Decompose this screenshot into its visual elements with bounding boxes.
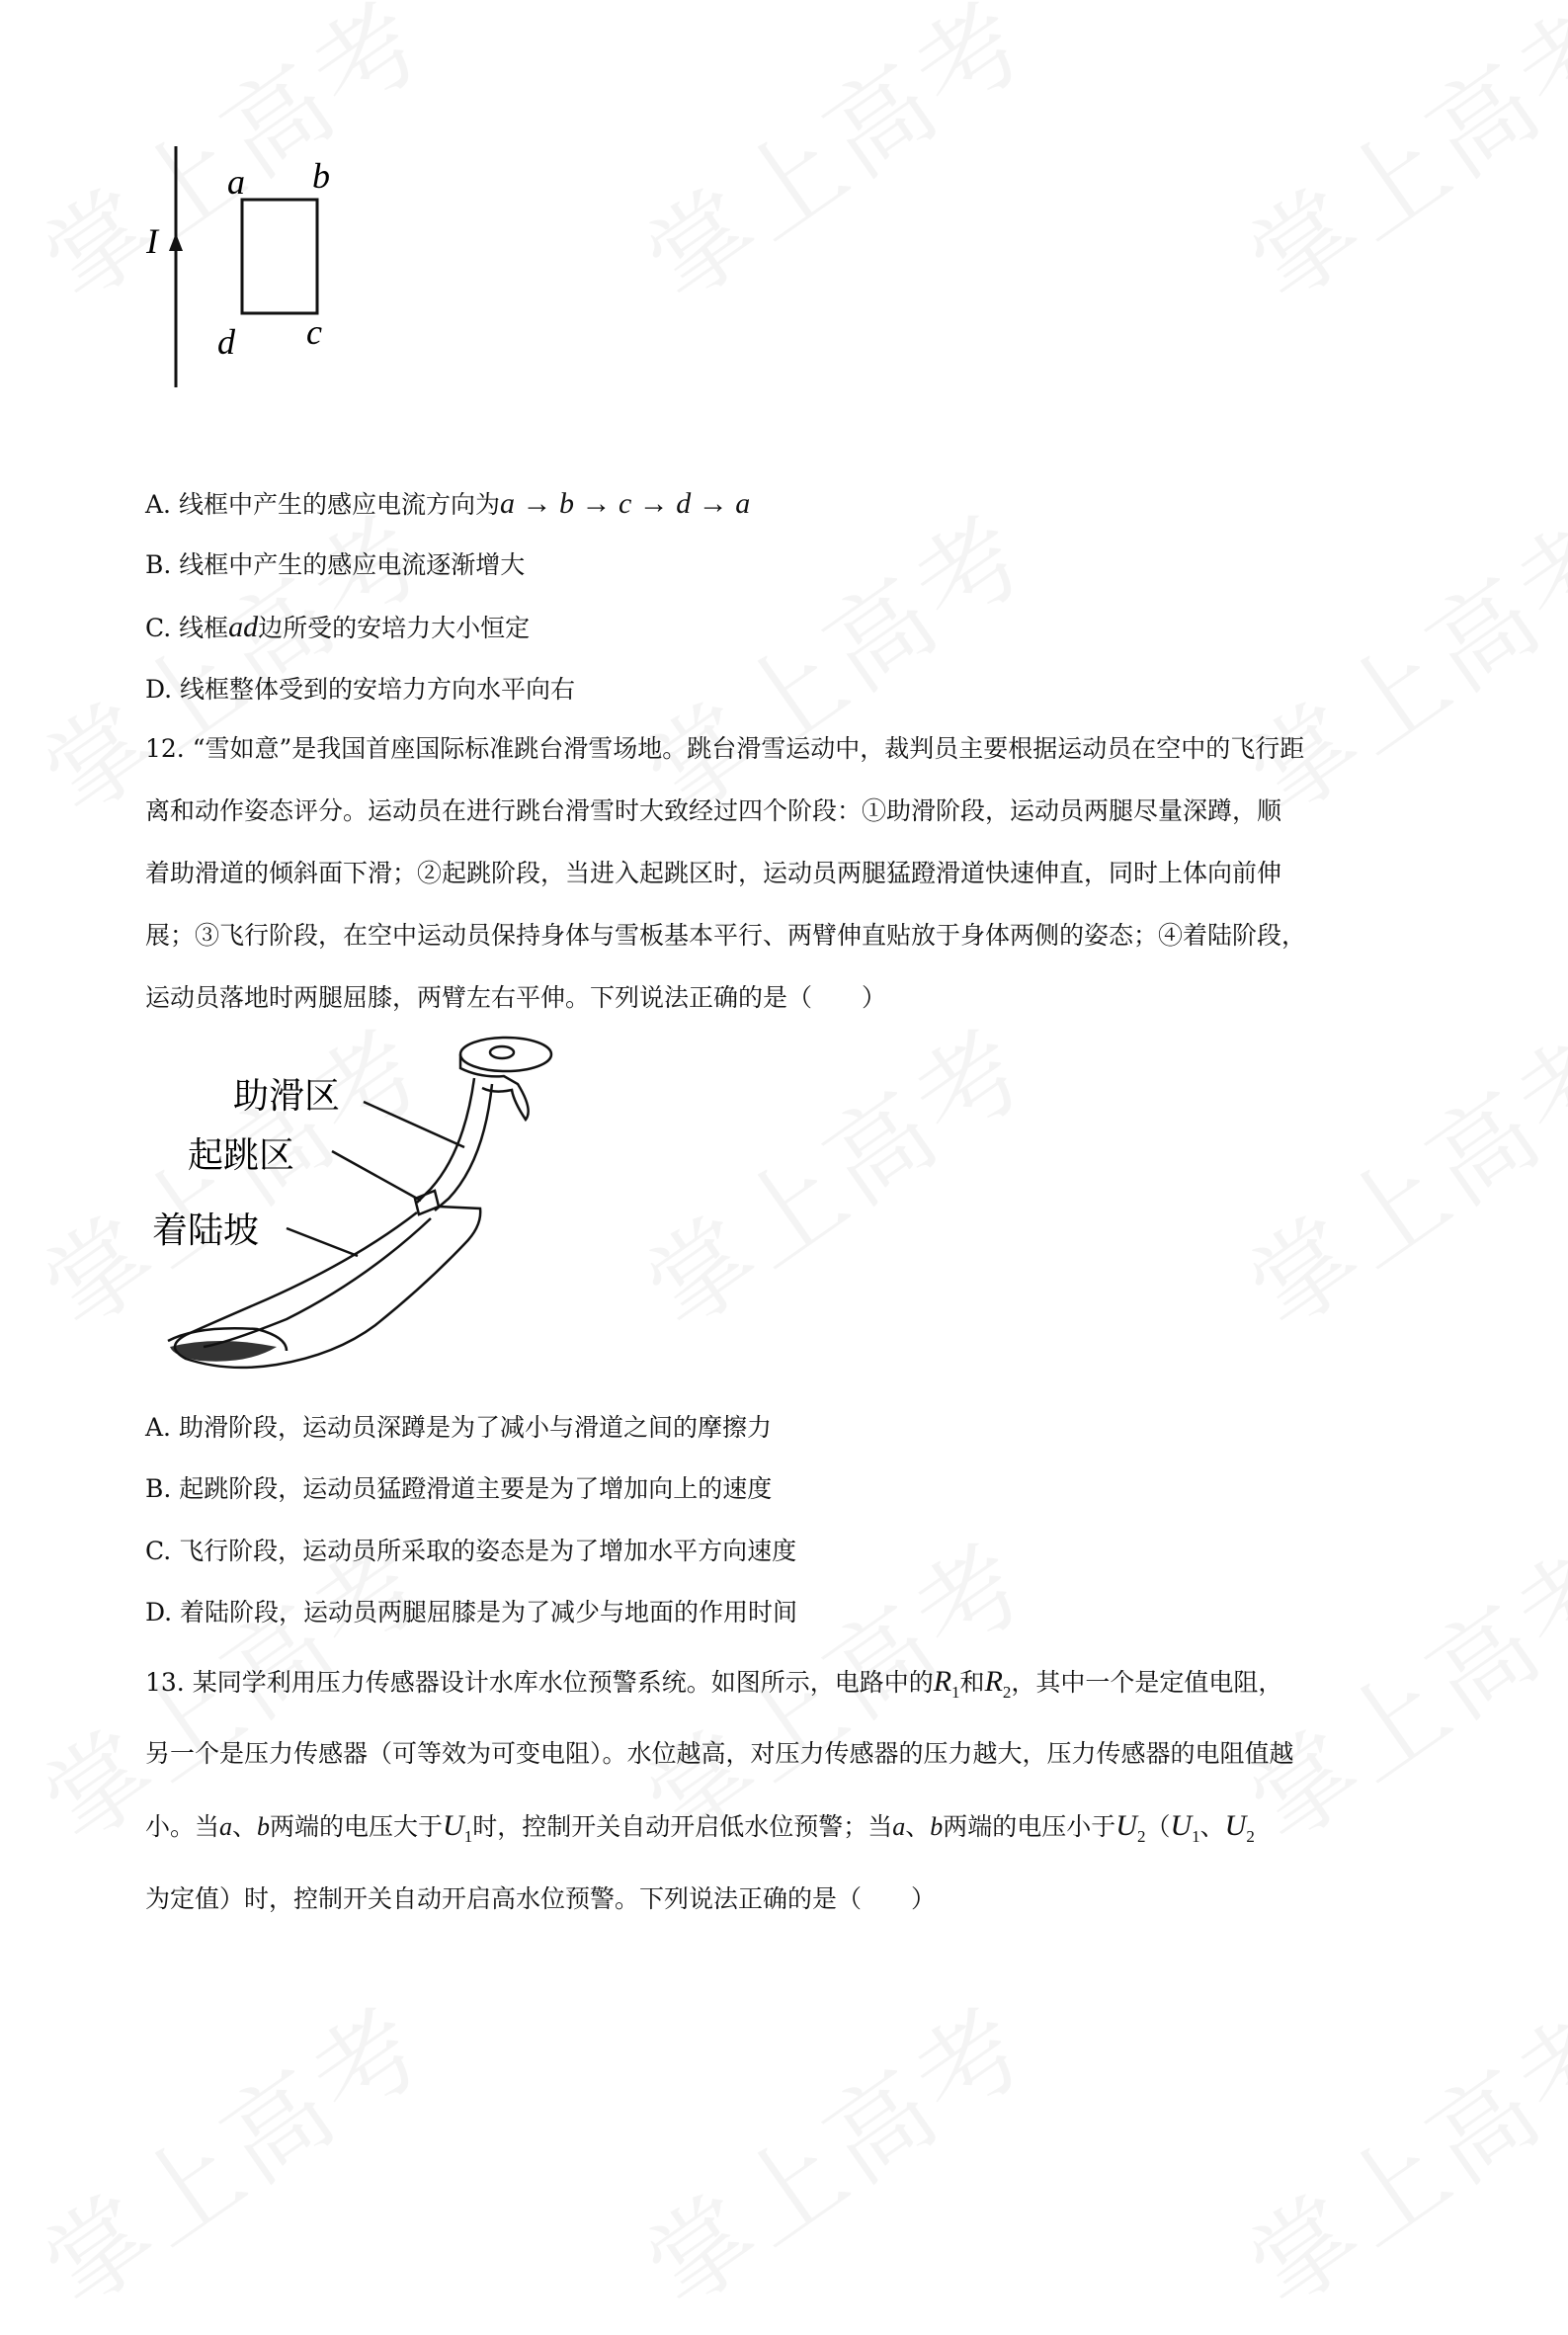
u1-symbol: [443, 1809, 473, 1846]
u2-symbol: [1224, 1809, 1255, 1846]
q11-option-a-math: a → b → c → d → a: [499, 487, 751, 520]
u-letter: U: [1224, 1809, 1247, 1842]
q13-text: 两端的电压大于: [270, 1812, 444, 1841]
watermark: [613, 986, 1053, 1357]
u-letter: U: [1115, 1809, 1137, 1842]
corner-d-label: d: [217, 322, 235, 362]
platform-hole: [490, 1046, 514, 1058]
q11-option-a-text: A. 线框中产生的感应电流方向为: [145, 490, 500, 519]
terminal-a: a: [219, 1812, 233, 1841]
r2-subscript: 2: [1002, 1683, 1012, 1702]
q11-option-c-text: C. 线框: [145, 614, 229, 642]
u2-symbol: [1115, 1809, 1146, 1846]
landing-leader: [287, 1228, 358, 1256]
watermark: [613, 1964, 1053, 2335]
wire-loop-figure: [138, 138, 356, 395]
current-label: I: [146, 221, 158, 261]
q11-option-c-suffix: 边所受的安培力大小恒定: [258, 614, 531, 642]
q13-text: （: [1145, 1812, 1171, 1841]
q12-line: 展；③飞行阶段，在空中运动员保持身体与雪板基本平行、两臂伸直贴放于身体两侧的姿态；④着陆阶段，: [145, 921, 1307, 950]
q12-stem: [145, 717, 1436, 1029]
q11-option-c-math: ad: [228, 611, 259, 643]
r1-symbol: [933, 1665, 960, 1702]
terminal-a: a: [892, 1812, 906, 1841]
q13-text: 时，控制开关自动开启低水位预警；当: [472, 1812, 893, 1841]
q11-option-b: B. 线框中产生的感应电流逐渐增大: [145, 550, 526, 579]
run-in-label: 助滑区: [233, 1076, 341, 1117]
start-platform: [460, 1038, 551, 1071]
q13-line-2: 另一个是压力传感器（可等效为可变电阻）。水位越高，对压力传感器的压力越大，压力传感器的电阻值越: [145, 1739, 1294, 1768]
q13-text: 、: [905, 1812, 931, 1841]
u1-symbol: [1170, 1809, 1200, 1846]
q13-line-4: 为定值）时，控制开关自动开启高水位预警。下列说法正确的是（ ）: [145, 1884, 937, 1913]
landing-label: 着陆坡: [152, 1210, 260, 1251]
q13-text: 13. 某同学利用压力传感器设计水库水位预警系统。如图所示，电路中的: [145, 1668, 934, 1697]
q12-option-d: D. 着陆阶段，运动员两腿屈膝是为了减少与地面的作用时间: [145, 1598, 798, 1626]
u-letter: U: [1170, 1809, 1193, 1842]
watermark: [613, 0, 1053, 329]
q12-line: 12. “雪如意”是我国首座国际标准跳台滑雪场地。跳台滑雪运动中，裁判员主要根据运动员在空中的飞行距: [145, 734, 1305, 763]
u-letter: U: [443, 1809, 464, 1842]
q11-option-a: [145, 486, 750, 523]
corner-a-label: a: [227, 162, 245, 202]
q12-line: 离和动作姿态评分。运动员在进行跳台滑雪时大致经过四个阶段：①助滑阶段，运动员两腿尽量深蹲，顺: [145, 796, 1282, 825]
u2-subscript: 2: [1136, 1827, 1146, 1846]
takeoff-label: 起跳区: [188, 1135, 295, 1176]
takeoff-leader: [332, 1151, 421, 1201]
q13-text: ，其中一个是定值电阻，: [1011, 1668, 1283, 1697]
u2-subscript: 2: [1246, 1827, 1255, 1846]
u1-subscript: 1: [1192, 1827, 1200, 1846]
q12-option-c: C. 飞行阶段，运动员所采取的姿态是为了增加水平方向速度: [145, 1537, 797, 1565]
r1-subscript: 1: [951, 1683, 960, 1702]
q11-option-d: D. 线框整体受到的安培力方向水平向右: [145, 675, 576, 704]
wire-loop: [242, 200, 317, 313]
terminal-b: b: [257, 1812, 271, 1841]
r2-symbol: [984, 1665, 1012, 1702]
q12-option-a: A. 助滑阶段，运动员深蹲是为了减小与滑道之间的摩擦力: [145, 1413, 772, 1442]
watermark: [1215, 0, 1568, 329]
run-in-leader: [364, 1102, 464, 1147]
r-letter: R: [984, 1665, 1003, 1698]
q12-line: 着助滑道的倾斜面下滑；②起跳阶段，当进入起跳区时，运动员两腿猛蹬滑道快速伸直，同时上体向前伸: [145, 859, 1282, 887]
q13-line-3: [145, 1808, 1255, 1855]
q13-text: 、: [1199, 1812, 1225, 1841]
inrun-left-edge: [417, 1078, 474, 1203]
q12-line: 运动员落地时两腿屈膝，两臂左右平伸。下列说法正确的是（ ）: [145, 983, 887, 1012]
q12-option-b: B. 起跳阶段，运动员猛蹬滑道主要是为了增加向上的速度: [145, 1474, 773, 1503]
ski-jump-figure: [138, 1033, 573, 1393]
q13-text: 、: [232, 1812, 258, 1841]
q13-text: 和: [959, 1668, 985, 1697]
terminal-b: b: [930, 1812, 944, 1841]
q11-option-c: [145, 610, 530, 646]
watermark: [1215, 986, 1568, 1357]
corner-b-label: b: [312, 156, 330, 196]
u1-subscript: 1: [463, 1827, 473, 1846]
watermark: [1215, 1964, 1568, 2335]
watermark: [10, 1964, 451, 2335]
q13-text: 两端的电压小于: [943, 1812, 1116, 1841]
current-arrow: [169, 233, 183, 251]
q13-line-1: [145, 1664, 1282, 1710]
r-letter: R: [933, 1665, 952, 1698]
corner-c-label: c: [306, 312, 322, 352]
q13-text: 小。当: [145, 1812, 220, 1841]
